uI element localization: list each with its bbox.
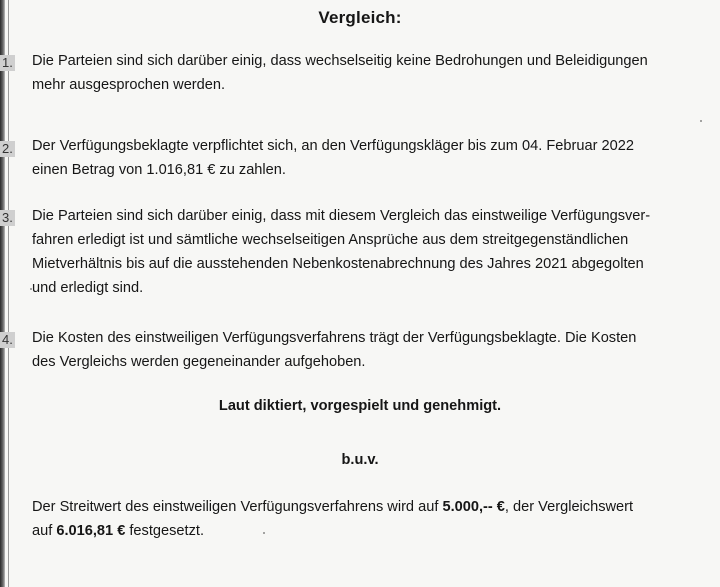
scan-edge-line [8,0,9,587]
paragraph-line: mehr ausgesprochen werden. [32,77,226,93]
scan-speck [30,288,32,290]
paragraph-line: fahren erledigt ist und sämtliche wechselseitigen Ansprüche aus dem streitgegenständlichen [32,232,629,248]
paragraph-line: Der Verfügungsbeklagte verpflichtet sich, an den Verfügungskläger bis zum 04. Februar 2022 [32,138,634,154]
item-paragraph-1 [32,49,712,97]
final-paragraph [32,495,712,543]
paragraph-line: Die Parteien sind sich darüber einig, dass mit diesem Vergleich das einstweilige Verfügungsver- [32,208,651,224]
final-line-2-prefix: auf [32,523,57,539]
scan-speck [700,120,702,122]
item-paragraph-3 [32,204,712,300]
streitwert-value: 5.000,-- € [442,499,505,515]
paragraph-line: und erledigt sind. [32,280,144,296]
final-line-2 [32,519,712,543]
scan-speck [263,532,265,534]
paragraph-line: einen Betrag von 1.016,81 € zu zahlen. [32,162,286,178]
paragraph-line: des Vergleichs werden gegeneinander aufgehoben. [32,354,366,370]
final-line-1 [32,495,712,519]
vergleichswert-value: 6.016,81 € [56,523,126,539]
final-line-1-suffix: , der Vergleichswert [504,499,634,515]
paragraph-line: Die Parteien sind sich darüber einig, dass wechselseitig keine Bedrohungen und Beleidigungen [32,53,648,69]
item-number-1: 1. [2,55,13,70]
item-number-3: 3. [2,210,13,225]
paragraph-line: Mietverhältnis bis auf die ausstehenden Nebenkostenabrechnung des Jahres 2021 abgegolten [32,256,644,272]
scan-edge [0,0,5,587]
paragraph-line: Die Kosten des einstweiligen Verfügungsverfahrens trägt der Verfügungsbeklagte. Die Kosten [32,330,637,346]
item-number-2: 2. [2,141,13,156]
item-paragraph-2 [32,134,712,182]
final-line-2-suffix: festgesetzt. [125,523,205,539]
item-paragraph-4 [32,326,712,374]
final-line-1-prefix: Der Streitwert des einstweiligen Verfügungsverfahrens wird auf [32,499,443,515]
dictation-note: Laut diktiert, vorgespielt und genehmigt. [218,398,502,414]
item-number-4: 4. [2,332,13,347]
signature-abbreviation: b.u.v. [341,452,379,468]
document-title: Vergleich: [318,8,402,27]
